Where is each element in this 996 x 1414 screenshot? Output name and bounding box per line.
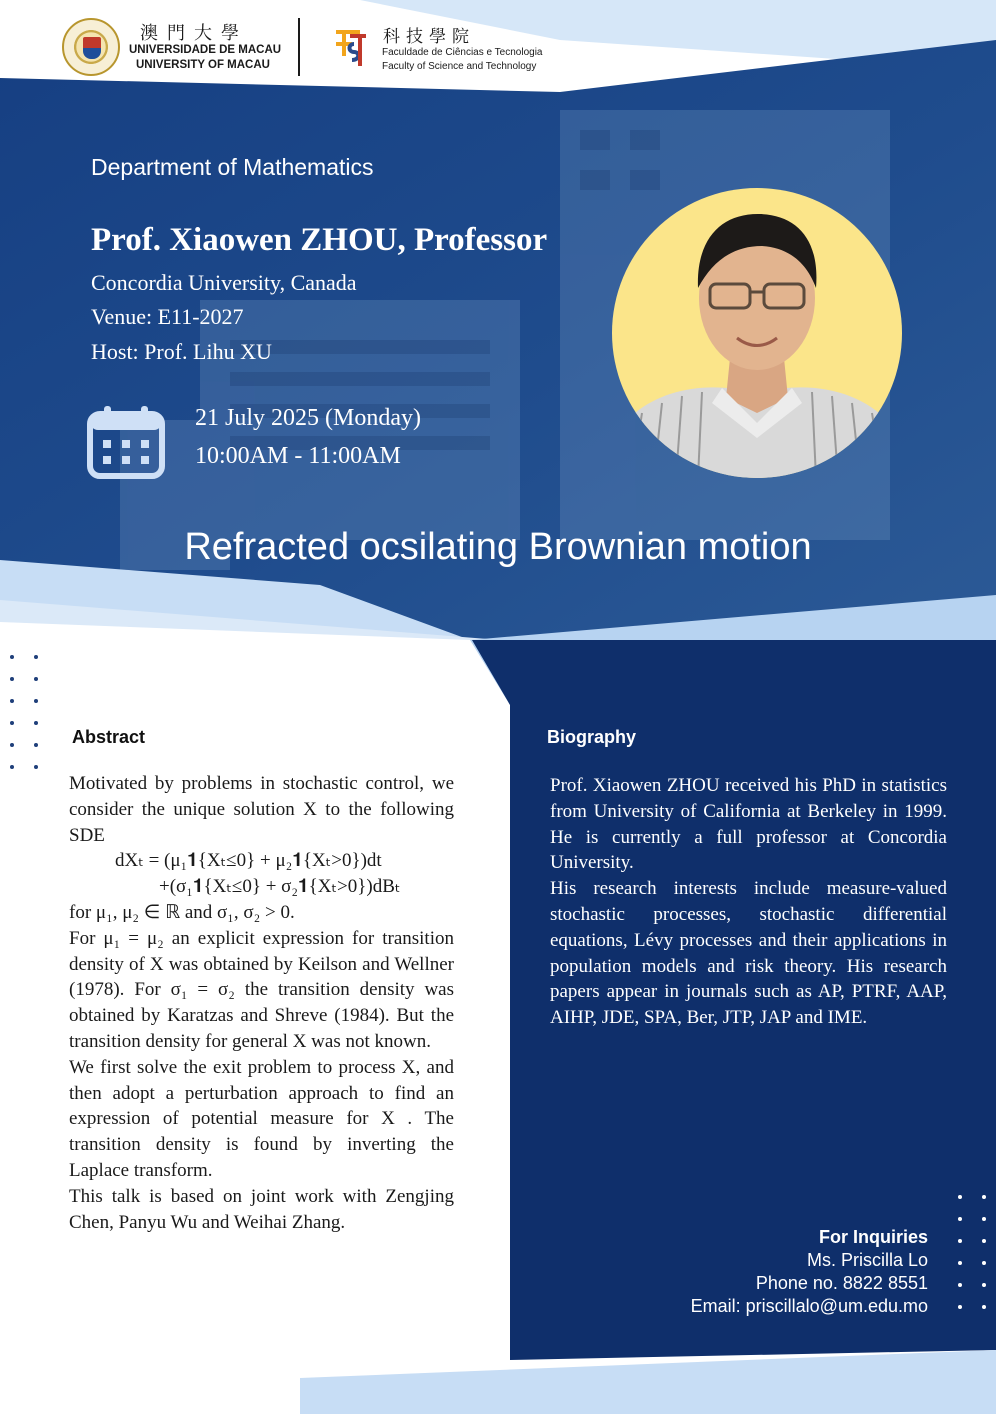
event-time: 10:00AM - 11:00AM	[195, 443, 401, 469]
abstract-paragraph-3: For μ₁ = μ₂ an explicit expression for transition density of X was obtained by Keilson and Wellner (1978). For σ₁ = σ₂ the transition density was obtained by Karatzas and Shreve (1984). But the transition density for general X was not known.	[69, 927, 454, 1052]
inquiries-heading: For Inquiries	[818, 1227, 928, 1247]
um-seal-logo	[62, 18, 120, 76]
fst-chinese-name: 科技學院	[383, 27, 475, 47]
host: Host: Prof. Lihu XU	[91, 339, 272, 364]
um-chinese-name: 澳門大學	[140, 23, 248, 44]
fst-portuguese-name: Faculdade de Ciências e Tecnologia	[382, 47, 543, 58]
inquiries-email[interactable]: Email: priscillalo@um.edu.mo	[690, 1296, 928, 1316]
inquiries-contact-name: Ms. Priscilla Lo	[806, 1250, 928, 1270]
biography-heading: Biography	[547, 727, 637, 747]
inquiries-block	[691, 1226, 928, 1318]
event-date: 21 July 2025 (Monday)	[195, 405, 421, 431]
abstract-equation-line-1: dXₜ = (μ₁𝟏{Xₜ≤0} + μ₂𝟏{Xₜ>0})dt	[115, 850, 382, 872]
um-english-name: UNIVERSITY OF MACAU	[136, 59, 270, 71]
talk-title: Refracted ocsilating Brownian motion	[184, 526, 812, 568]
logo-divider	[298, 18, 300, 76]
decorative-dots-right	[958, 1195, 986, 1309]
abstract-equation-line-2: +(σ₁𝟏{Xₜ≤0} + σ₂𝟏{Xₜ>0})dBₜ	[159, 876, 401, 898]
fst-logo	[330, 26, 370, 72]
calendar-icon	[86, 404, 166, 480]
fst-english-name: Faculty of Science and Technology	[382, 61, 537, 72]
abstract-paragraph-4: We first solve the exit problem to process X, and then adopt a perturbation approach to find an expression of potential measure for X . The transition density is found by inverting the Laplace transform.	[69, 1056, 454, 1181]
um-portuguese-name: UNIVERSIDADE DE MACAU	[129, 44, 282, 56]
speaker-affiliation: Concordia University, Canada	[91, 270, 357, 295]
speaker-portrait	[612, 188, 902, 478]
speaker-name: Prof. Xiaowen ZHOU, Professor	[91, 222, 548, 258]
department-name: Department of Mathematics	[91, 154, 374, 180]
venue: Venue: E11-2027	[91, 304, 244, 329]
abstract-paragraph-5: This talk is based on joint work with Zengjing Chen, Panyu Wu and Weihai Zhang.	[69, 1185, 454, 1233]
abstract-body	[69, 771, 454, 1235]
biography-paragraph-1: Prof. Xiaowen ZHOU received his PhD in statistics from University of California at Berkeley in 1999. He is currently a full professor at Concordia University.	[550, 775, 947, 874]
decorative-dots-left	[10, 655, 38, 769]
abstract-paragraph-2: for μ₁, μ₂ ∈ ℝ and σ₁, σ₂ > 0.	[69, 901, 295, 923]
abstract-heading: Abstract	[72, 727, 146, 747]
biography-body	[550, 773, 947, 1031]
abstract-paragraph-1: Motivated by problems in stochastic control, we consider the unique solution X to the following SDE	[69, 773, 454, 846]
inquiries-phone: Phone no. 8822 8551	[755, 1273, 928, 1293]
biography-paragraph-2: His research interests include measure-valued stochastic processes, stochastic differential equations, Lévy processes and their applications in population models and risk theory. His research papers appear in journals such as AP, PTRF, AAP, AIHP, JDE, SPA, Ber, JTP, JAP and IME.	[550, 878, 947, 1029]
